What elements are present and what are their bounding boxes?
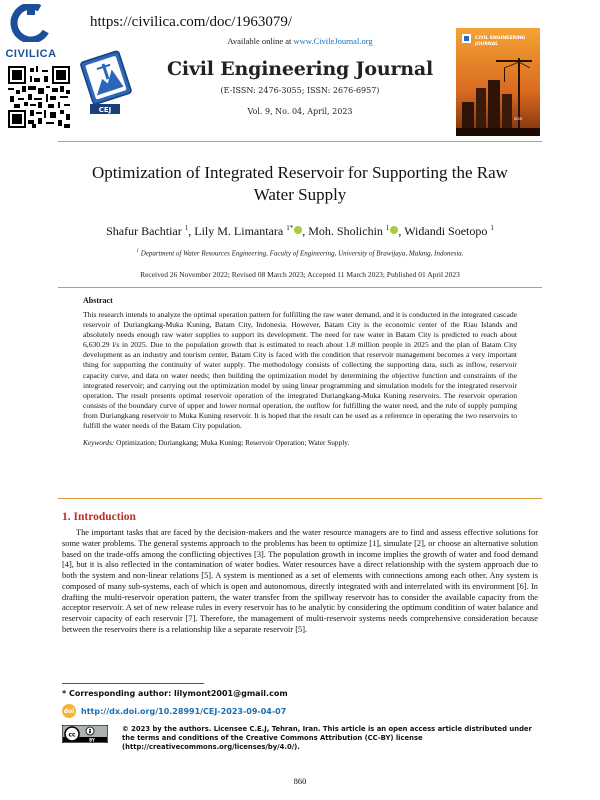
introduction-heading: 1. Introduction	[62, 511, 136, 523]
abstract-text: This research intends to analyze the optimal operation pattern for fulfilling the raw water demand, and it is conducted in the integrated cascade reservoir of Duriangkang-Muka Kuning, Batam City, Indonesia. However, Batam City is the economic center of the Riau Islands and absolutely needs enough raw water supplies to support its development. The need for raw water in Batam City is predicted to reach about 6,630.29 l/s in 2025. Due to the population growth that is estimated to reach about 1.8 million people in 2025 and the plan of Batam City development as an industry and tourism center, Batam City is faced with the condition that reservoir management becomes a very important thing for supporting the continuity of water supply. The methodology consists of collecting the supporting data, such as inflow, reservoir capacity curve, and data on water needs; then building the optimization model by determining the objective function and constraints of the integrated reservoir; and carrying out the optimization model by using linear programming and simulation models for the integrated reservoir operation. The result presents optimal reservoir operation of the integrated Duriangkang-Muka Kuning reservoirs. The reservoir operation consists of the boundary curve of upper and lower normal operation, the outflow for fulfilling the water need, and the rule of supply pumping from Duriangkang reservoir to Muka Kuning reservoir. It is hoped that the result can be used as a reference in operating the two reservoirs to fulfill the water needs of the Batam City population.	[83, 310, 517, 431]
civilica-logo[interactable]	[4, 4, 58, 60]
affiliation-text: Department of Water Resources Engineering, Faculty of Engineering, University of Brawijaya, Malang, Indonesia.	[140, 249, 464, 258]
journal-cover-image	[456, 28, 540, 136]
page-number: 860	[293, 776, 307, 786]
affiliation	[0, 249, 600, 257]
footnote-rule	[62, 683, 204, 684]
cc-badge-text: BY	[89, 737, 95, 743]
svg-text:CIVIL ENGINEERING: CIVIL ENGINEERING	[475, 36, 526, 41]
introduction-text: The important tasks that are faced by the decision-makers and the water resource managers are to find and assess effective solutions for some water problems. The general systems approach to the problems has been to optimize [1], simulate [2], or choose an alternative solution based on the trade-offs among the conflicting objectives [3]. The population growth in income implies the growth of water and food demand [4], but it is also reflected in the contamination of water bodies. Water resources have a direct relationship with the system approach due to both the system and non-linear relations [5]. A system is mentioned as a set of elements with connections among each other. Any system is composed of many sub-systems, each of which is open and autonomous, directly integrated with and interrelated with its environment [6]. In drafting the multi-reservoir operation pattern, the water transfer from the spillway reservoir has to consider the available capacity from the acceptor reservoir. A set of new release rules in every reservoir has to be analytic by considering the optimum condition of water balance and reservoir capacity of each reservoir [7]. Therefore, the management of multi-reservoir systems needs comprehensive consideration because between the reservoirs there is a relationship like a separate reservoir [5].	[62, 528, 538, 634]
keywords-label: Keywords:	[83, 438, 115, 448]
author-2[interactable]: Lily M. Limantara $^{1*}$	[194, 224, 302, 238]
journal-title: Civil Engineering Journal	[167, 58, 433, 80]
svg-text:cc: cc	[68, 731, 76, 739]
abstract-bottom-rule	[58, 498, 542, 499]
keywords-list: Optimization; Duriangkang; Muka Kuning; Reservoir Operation; Water Supply.	[114, 438, 350, 448]
cej-logo-text: CEJ	[98, 106, 112, 114]
keywords	[83, 438, 517, 447]
header-rule	[58, 141, 542, 142]
paper-title: Optimization of Integrated Reservoir for Supporting the Raw Water Supply	[92, 163, 508, 204]
author-1[interactable]: Shafur Bachtiar $^1$	[106, 224, 189, 238]
author-3[interactable]: Moh. Sholichin $^1$	[308, 224, 398, 238]
doi-icon: doi	[62, 704, 76, 718]
license-text: © 2023 by the authors. Licensee C.E.J, Tehran, Iran. This article is an open access article distributed under the terms and conditions of the Creative Commons Attribution (CC-BY) license (http://creativecommons.org/licenses/by/4.0/).	[122, 725, 532, 751]
publication-dates: Received 26 November 2022; Revised 08 March 2023; Accepted 11 March 2023; Published 01 April 2023	[140, 270, 460, 279]
journal-issn: (E-ISSN: 2476-3055; ISSN: 2676-6957)	[220, 86, 380, 95]
available-prefix: Available online at	[227, 36, 294, 46]
abstract-heading: Abstract	[83, 296, 113, 305]
civilica-label: CIVILICA	[5, 48, 57, 60]
author-4[interactable]: Widandi Soetopo $^1$	[404, 224, 494, 238]
svg-text:JOURNAL: JOURNAL	[475, 42, 499, 47]
document-url[interactable]: https://civilica.com/doc/1963079/	[90, 14, 293, 30]
doi-link[interactable]: http://dx.doi.org/10.28991/CEJ-2023-09-04-07	[81, 706, 287, 716]
corresponding-author: * Corresponding author: lilymont2001@gmail.com	[62, 689, 288, 698]
author-list: Shafur Bachtiar $^1$, Lily M. Limantara $^{1*}$ , Moh. Sholichin $^1$ , Widandi Soetopo $^1$	[106, 224, 494, 238]
affiliation-marker: 1	[136, 249, 139, 254]
cc-by-license-icon[interactable]	[62, 725, 108, 743]
journal-site-link[interactable]: www.CivileJournal.org	[293, 36, 373, 46]
svg-text:ISSN: ISSN	[514, 117, 523, 121]
doi-row	[62, 704, 286, 718]
abstract-section	[83, 288, 517, 498]
journal-volume: Vol. 9, No. 04, April, 2023	[247, 107, 353, 116]
